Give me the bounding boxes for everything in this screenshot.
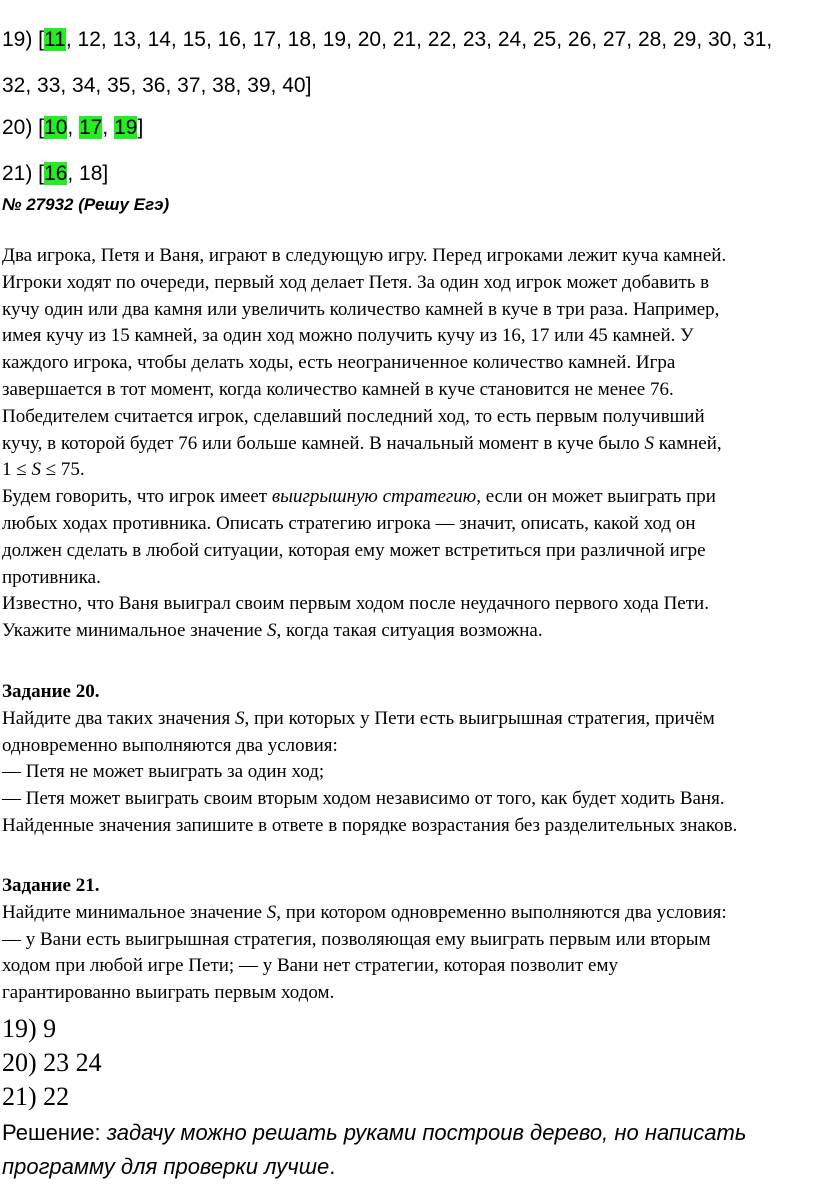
task19-line: Укажите минимальное значение S, когда такая ситуация возможна. bbox=[2, 620, 543, 642]
term-winning-strategy: выигрышную стратегию bbox=[271, 486, 477, 508]
condition-line: 1 ≤ S ≤ 75. bbox=[2, 459, 85, 481]
solution bbox=[2, 1116, 814, 1184]
task19-line: Известно, что Ваня выиграл своим первым ходом после неудачного первого хода Пети. bbox=[2, 593, 709, 615]
highlighted-value: 10 bbox=[44, 116, 68, 139]
highlighted-value: 19 bbox=[114, 116, 138, 139]
task-21-line: Найдите минимальное значение S, при котором одновременно выполняются два условия: bbox=[2, 901, 727, 923]
task-20-line: — Петя может выиграть своим вторым ходом независимо от того, как будет ходить Ваня. bbox=[2, 788, 725, 810]
answer-list-19-line-1: 19) [11, 12, 13, 14, 15, 16, 17, 18, 19, 20, 21, 22, 23, 24, 25, 26, 27, 28, 29, 30, 31, bbox=[2, 28, 773, 51]
variable-s: S bbox=[31, 459, 41, 481]
task-20-title: Задание 20. bbox=[2, 681, 100, 702]
answer-21: 21) 22 bbox=[2, 1082, 70, 1111]
task-20-line: Найденные значения запишите в ответе в порядке возрастания без разделительных знаков. bbox=[2, 814, 738, 836]
task-20 bbox=[2, 679, 814, 840]
task-21 bbox=[2, 873, 814, 1007]
strategy-line: Будем говорить, что игрок имеет выигрышную стратегию, если он может выиграть при bbox=[2, 486, 716, 508]
task-21-title: Задание 21. bbox=[2, 875, 100, 896]
highlighted-value: 16 bbox=[44, 162, 68, 185]
problem-condition bbox=[2, 243, 814, 645]
strategy-line: любых ходах противника. Описать стратегию игрока — значит, описать, какой ход он bbox=[2, 512, 696, 534]
solution-line-2: программу для проверки лучше. bbox=[2, 1154, 336, 1179]
task-20-line: одновременно выполняются два условия: bbox=[2, 734, 338, 756]
variable-s: S bbox=[644, 432, 654, 454]
condition-line: Игроки ходят по очереди, первый ход делает Петя. За один ход игрок может добавить в bbox=[2, 271, 710, 293]
answer-list-19-line-2: 32, 33, 34, 35, 36, 37, 38, 39, 40] bbox=[2, 74, 312, 97]
condition-line: Победителем считается игрок, сделавший последний ход, то есть первым получивший bbox=[2, 405, 705, 427]
task-21-line: ходом при любой игре Пети; — у Вани нет стратегии, которая позволит ему bbox=[2, 955, 618, 977]
answer-20: 20) 23 24 bbox=[2, 1048, 102, 1077]
task-20-line: — Петя не может выиграть за один ход; bbox=[2, 761, 325, 783]
solution-label: Решение: bbox=[2, 1120, 107, 1145]
variable-s: S bbox=[235, 707, 245, 729]
condition-line: кучу, в которой будет 76 или больше камней. В начальный момент в куче было S камней, bbox=[2, 432, 722, 454]
task-21-line: — у Вани есть выигрышная стратегия, позволяющая ему выиграть первым или вторым bbox=[2, 928, 711, 950]
highlighted-value: 11 bbox=[44, 28, 66, 51]
answer-list-20: 20) [10, 17, 19] bbox=[2, 116, 144, 139]
task-21-line: гарантированно выиграть первым ходом. bbox=[2, 982, 335, 1004]
condition-line: кучу один или два камня или увеличить количество камней в куче в три раза. Например, bbox=[2, 298, 720, 320]
condition-line: каждого игрока, чтобы делать ходы, есть неограниченное количество камней. Игра bbox=[2, 352, 676, 374]
condition-line: завершается в тот момент, когда количество камней в куче становится не менее 76. bbox=[2, 378, 674, 400]
answers bbox=[2, 1012, 102, 1114]
task-20-line: Найдите два таких значения S, при которых у Пети есть выигрышная стратегия, причём bbox=[2, 707, 715, 729]
condition-line: Два игрока, Петя и Ваня, играют в следующую игру. Перед игроками лежит куча камней. bbox=[2, 245, 727, 266]
answer-19: 19) 9 bbox=[2, 1014, 57, 1043]
solution-line-1: Решение: задачу можно решать руками построив дерево, но написать bbox=[2, 1120, 747, 1145]
strategy-line: противника. bbox=[2, 566, 101, 588]
strategy-line: должен сделать в любой ситуации, которая ему может встретиться при различной игре bbox=[2, 539, 706, 561]
problem-number: № 27932 (Решу Егэ) bbox=[2, 195, 170, 214]
highlighted-value: 17 bbox=[79, 116, 103, 139]
variable-s: S bbox=[266, 901, 277, 923]
answer-list-21: 21) [16, 18] bbox=[2, 162, 109, 185]
condition-line: имея кучу из 15 камней, за один ход можно получить кучу из 16, 17 или 45 камней. У bbox=[2, 325, 694, 347]
variable-s: S bbox=[267, 620, 277, 642]
